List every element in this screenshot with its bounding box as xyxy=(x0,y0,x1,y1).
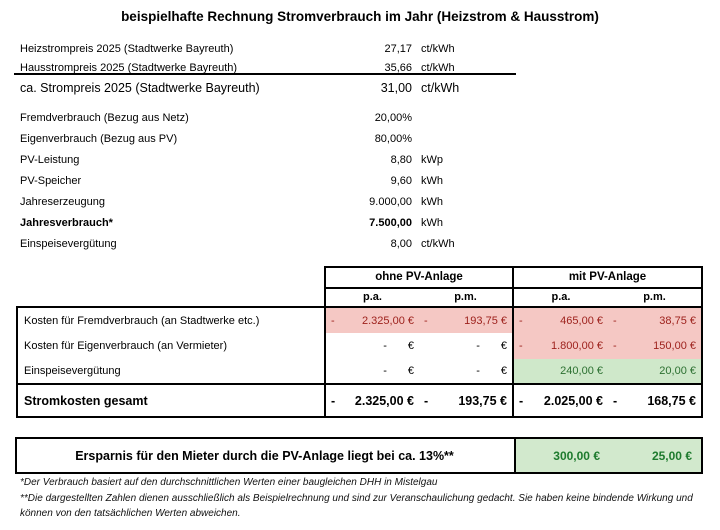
cell-value: 240,00 € xyxy=(560,365,603,377)
table-cell xyxy=(419,308,512,333)
param-row-pv-speicher xyxy=(20,171,500,190)
cost-row-label: Einspeisevergütung xyxy=(24,365,121,377)
minus-sign: - xyxy=(519,393,524,408)
table-cell xyxy=(514,333,608,359)
param-value: 8,80 xyxy=(390,153,412,166)
cell-value: 38,75 € xyxy=(659,314,696,327)
minus-sign: - xyxy=(476,365,480,377)
minus-sign: - xyxy=(383,365,387,377)
param-row-pv-leistung xyxy=(20,150,500,169)
subheader-pm: p.m. xyxy=(643,291,666,303)
cell-value: € xyxy=(407,365,414,377)
price-label: Hausstrompreis 2025 (Stadtwerke Bayreuth) xyxy=(20,61,238,74)
cell-value: 193,75 € xyxy=(458,393,507,408)
total-row-label: Stromkosten gesamt xyxy=(24,393,148,408)
param-row-einspeiseverguetung xyxy=(20,234,500,253)
table-cell xyxy=(326,308,419,333)
cell-value: 2.025,00 € xyxy=(543,393,603,408)
price-value: 27,17 xyxy=(384,42,412,55)
price-row-average xyxy=(20,77,500,98)
cell-value: 465,00 € xyxy=(560,314,603,327)
price-value: 31,00 xyxy=(380,80,412,95)
cell-value: 168,75 € xyxy=(647,393,696,408)
table-border-right xyxy=(701,266,703,418)
cell-value: € xyxy=(500,340,507,352)
table-cell xyxy=(608,333,701,359)
param-unit: kWp xyxy=(421,153,443,166)
subheader-pa: p.a. xyxy=(363,291,382,303)
param-value: 7.500,00 xyxy=(369,216,412,229)
minus-sign: - xyxy=(331,393,336,408)
minus-sign: - xyxy=(476,340,480,352)
table-cell xyxy=(326,359,419,383)
subheader-pm: p.m. xyxy=(454,291,477,303)
subheader-pa: p.a. xyxy=(551,291,571,303)
minus-sign: - xyxy=(519,340,523,352)
cell-value: 150,00 € xyxy=(653,340,696,352)
param-value: 8,00 xyxy=(390,237,412,250)
price-label: ca. Strompreis 2025 (Stadtwerke Bayreuth) xyxy=(20,80,260,95)
param-label: Fremdverbrauch (Bezug aus Netz) xyxy=(20,111,189,124)
table-cell xyxy=(514,359,608,383)
param-label: PV-Leistung xyxy=(20,153,80,166)
minus-sign: - xyxy=(383,340,387,352)
param-label: Eigenverbrauch (Bezug aus PV) xyxy=(20,132,178,145)
param-value: 80,00% xyxy=(374,132,412,145)
table-cell xyxy=(419,359,512,383)
param-label: Jahreserzeugung xyxy=(20,195,106,208)
footnote-2: **Die dargestellten Zahlen dienen ausschließlich als Beispielrechnung und sind zur Veranschaulichung gedacht. Sie haben keine bindende Wirkung und xyxy=(20,493,693,504)
param-value: 9.000,00 xyxy=(369,195,412,208)
price-unit: ct/kWh xyxy=(421,42,455,55)
price-row-heizstrom xyxy=(20,39,500,58)
param-value: 20,00% xyxy=(374,111,412,124)
param-unit: kWh xyxy=(421,216,443,229)
price-label: Heizstrompreis 2025 (Stadtwerke Bayreuth) xyxy=(20,42,234,55)
param-label: Jahresverbrauch* xyxy=(20,216,113,229)
minus-sign: - xyxy=(613,314,617,327)
cost-row-label: Kosten für Fremdverbrauch (an Stadtwerke etc.) xyxy=(24,314,260,327)
price-unit: ct/kWh xyxy=(421,80,460,95)
footnote-1: *Der Verbrauch basiert auf den durchschnittlichen Werten einer baugleichen DHH in Mistelgau xyxy=(20,477,438,488)
total-cell xyxy=(514,385,608,416)
cell-value: € xyxy=(407,340,414,352)
param-unit: kWh xyxy=(421,195,443,208)
cell-value: 193,75 € xyxy=(464,314,507,327)
column-group-mit-pv: mit PV-Anlage xyxy=(568,271,647,283)
page-title: beispielhafte Rechnung Stromverbrauch im Jahr (Heizstrom & Hausstrom) xyxy=(121,9,599,24)
param-row-jahreserzeugung xyxy=(20,192,500,211)
minus-sign: - xyxy=(424,314,428,327)
minus-sign: - xyxy=(331,314,335,327)
column-group-ohne-pv: ohne PV-Anlage xyxy=(375,271,463,283)
cell-value: € xyxy=(500,365,507,377)
minus-sign: - xyxy=(519,314,523,327)
cell-value: 1.800,00 € xyxy=(551,340,603,352)
param-row-fremdverbrauch xyxy=(20,108,500,127)
table-cell xyxy=(514,308,608,333)
cell-value: 2.325,00 € xyxy=(362,314,414,327)
param-row-jahresverbrauch xyxy=(20,213,500,232)
table-cell xyxy=(419,333,512,359)
param-unit: ct/kWh xyxy=(421,237,455,250)
savings-label: Ersparnis für den Mieter durch die PV-Anlage liegt bei ca. 13%** xyxy=(75,448,454,463)
price-value: 35,66 xyxy=(384,61,412,74)
table-cell xyxy=(608,308,701,333)
table-cell xyxy=(608,359,701,383)
table-border-bottom xyxy=(16,416,703,418)
savings-value-pm: 25,00 € xyxy=(651,448,692,463)
param-label: PV-Speicher xyxy=(20,174,82,187)
separator-line xyxy=(14,73,516,75)
table-cell xyxy=(326,333,419,359)
minus-sign: - xyxy=(424,393,429,408)
cell-value: 2.325,00 € xyxy=(354,393,414,408)
param-unit: kWh xyxy=(421,174,443,187)
savings-value-pa: 300,00 € xyxy=(553,448,600,463)
cost-row-label: Kosten für Eigenverbrauch (an Vermieter) xyxy=(24,340,227,352)
cell-value: 20,00 € xyxy=(659,365,696,377)
minus-sign: - xyxy=(613,393,618,408)
total-cell xyxy=(326,385,419,416)
total-cell xyxy=(419,385,512,416)
footnote-2-continued: können von den tatsächlichen Werten abweichen. xyxy=(20,508,241,519)
table-border-left xyxy=(16,306,18,418)
minus-sign: - xyxy=(613,340,617,352)
total-cell xyxy=(608,385,701,416)
param-row-eigenverbrauch xyxy=(20,129,500,148)
param-label: Einspeisevergütung xyxy=(20,237,117,250)
price-unit: ct/kWh xyxy=(421,61,455,74)
param-value: 9,60 xyxy=(390,174,412,187)
